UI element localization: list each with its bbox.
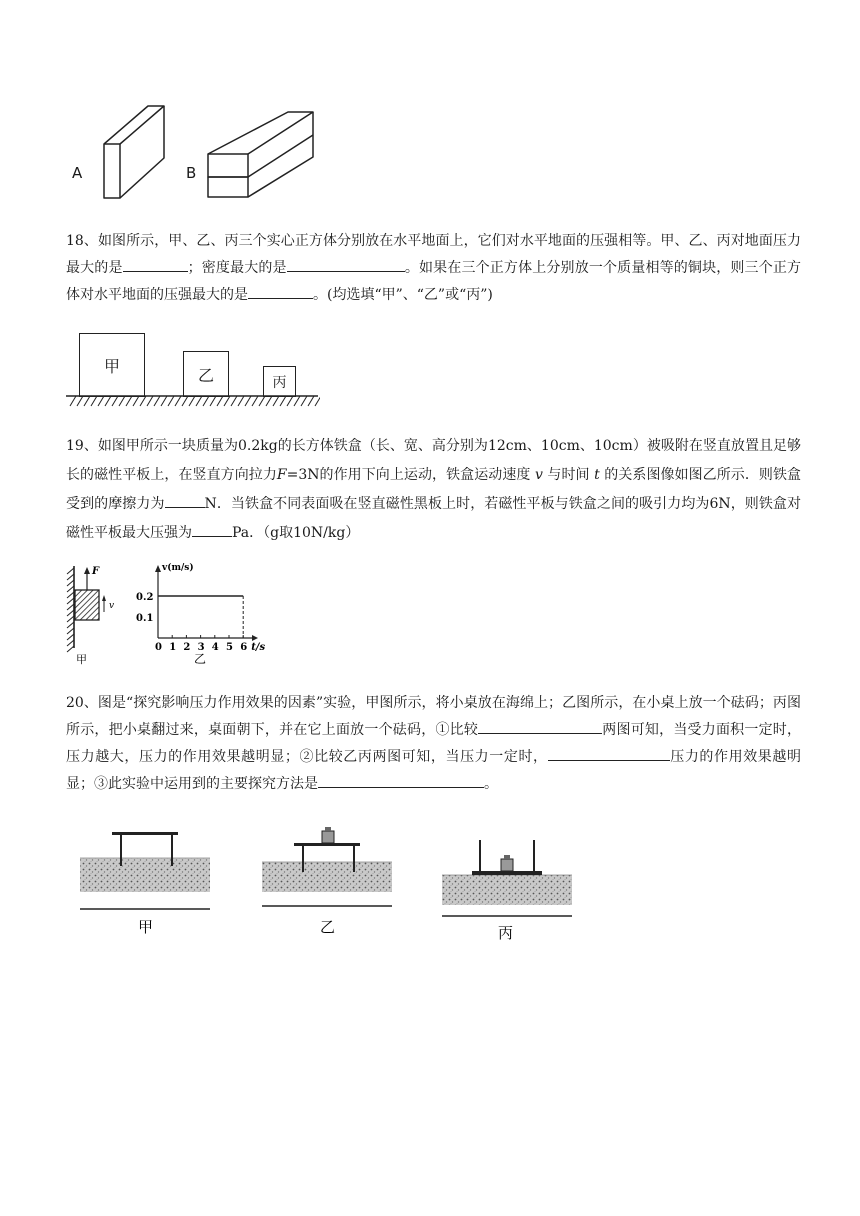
- x-tick-label: 6: [240, 642, 248, 653]
- y-tick-label: 0.2: [136, 592, 154, 603]
- q19-blank-2[interactable]: [192, 522, 232, 537]
- ground-hatch: [66, 394, 320, 408]
- q20-blank-1[interactable]: [478, 719, 602, 734]
- cube-jia-label: 甲: [103, 356, 120, 376]
- q20-text-1: 20、图是“探究影响压力作用效果的因素”实验，甲图所示，将小桌放在海绵上；乙图所示，在小桌上放一个砝码；丙图所示，把小桌翻过来，桌面朝下，并在它上面放一个砝码，①比较: [66, 695, 801, 738]
- block-b-bottom: [208, 177, 248, 197]
- q19-text-5: N．当铁盒不同表面吸在竖直磁性黑板上时，若磁性平板与铁盒之间的吸引力均为6N，则铁盒对磁性平板最大压强为: [66, 496, 802, 541]
- q19-text-6: Pa．（g取10N/kg）: [232, 525, 360, 541]
- weight-yi: [322, 831, 334, 843]
- caption-jia: 甲: [138, 918, 154, 936]
- cube-yi-label: 乙: [197, 365, 214, 385]
- fig19-jia: [64, 562, 130, 666]
- q18-text-4: 。(均选填“甲”、“乙”或“丙”): [313, 287, 493, 303]
- fig20-sponge: [70, 820, 590, 945]
- block-a-label: A: [72, 164, 83, 182]
- q19-f-symbol: F: [276, 467, 287, 483]
- q20-text-4: 。: [484, 776, 498, 792]
- q19-text-3: 与时间: [547, 467, 590, 483]
- setup-yi: [262, 827, 392, 936]
- cube-bing-label: 丙: [272, 374, 287, 391]
- fig19-yi-caption: 乙: [194, 652, 207, 666]
- y-axis-label: v(m/s): [162, 563, 194, 573]
- q18-text-2: ；密度最大的是: [187, 260, 287, 276]
- x-axis-label: t/s: [251, 642, 266, 653]
- x-tick-label: 2: [183, 642, 191, 653]
- q19-text-4: 的关系图像如图乙所示．则铁盒受到的摩擦力为: [66, 467, 802, 512]
- q20-blank-3[interactable]: [318, 773, 484, 788]
- setup-jia: [80, 832, 210, 936]
- q19-v-symbol: v: [534, 467, 543, 483]
- force-label: F: [92, 566, 100, 577]
- y-tick-label: 0.1: [136, 613, 154, 624]
- q18-text-3: 。如果在三个正方体上分别放一个质量相等的铜块，则三个正方体对水平地面的压强最大的是: [66, 260, 802, 303]
- cube-yi: [183, 351, 229, 397]
- fig19-yi-chart: [134, 560, 284, 670]
- x-tick-label: 0: [155, 642, 162, 653]
- caption-yi: 乙: [320, 918, 336, 936]
- question-20: [66, 690, 801, 798]
- cube-jia: [79, 333, 145, 397]
- iron-box: [75, 590, 99, 620]
- q20-text-3: 压力的作用效果越明显；③此实验中运用到的主要探究方法是: [66, 749, 801, 792]
- block-b-label: B: [186, 164, 197, 182]
- caption-bing: 丙: [498, 924, 514, 942]
- fig19-jia-caption: 甲: [76, 653, 87, 666]
- cube-bing: [263, 366, 296, 397]
- q19-text-2: =3N的作用下向上运动，铁盒运动速度: [286, 467, 531, 483]
- question-18: [66, 228, 801, 309]
- q19-t-symbol: t: [594, 467, 600, 483]
- question-19: [66, 432, 801, 548]
- block-a: [104, 144, 120, 198]
- x-tick-label: 1: [169, 642, 177, 653]
- q18-text-1: 18、如图所示，甲、乙、丙三个实心正方体分别放在水平地面上，它们对水平地面的压强相等。甲、乙、丙对地面压力最大的是: [66, 233, 801, 276]
- q18-blank-3[interactable]: [248, 284, 313, 299]
- q18-blank-1[interactable]: [123, 257, 188, 272]
- fig17-drawing: [98, 102, 318, 202]
- q19-text-1: 19、如图甲所示一块质量为0.2kg的长方体铁盒（长、宽、高分别为12cm、10cm、10cm）被吸附在竖直放置且足够长的磁性平板上，在竖直方向拉力: [66, 438, 801, 483]
- x-tick-label: 4: [211, 642, 219, 653]
- setup-bing: [442, 840, 572, 942]
- weight-bing: [501, 859, 513, 871]
- q20-text-2: 两图可知，当受力面积一定时，压力越大，压力的作用效果越明显；②比较乙丙两图可知，当压力一定时，: [66, 722, 802, 765]
- q19-blank-1[interactable]: [165, 493, 205, 508]
- velocity-label: v: [109, 601, 115, 611]
- q20-blank-2[interactable]: [548, 746, 670, 761]
- q18-blank-2[interactable]: [287, 257, 405, 272]
- x-tick-label: 5: [226, 642, 233, 653]
- x-tick-label: 3: [197, 642, 205, 653]
